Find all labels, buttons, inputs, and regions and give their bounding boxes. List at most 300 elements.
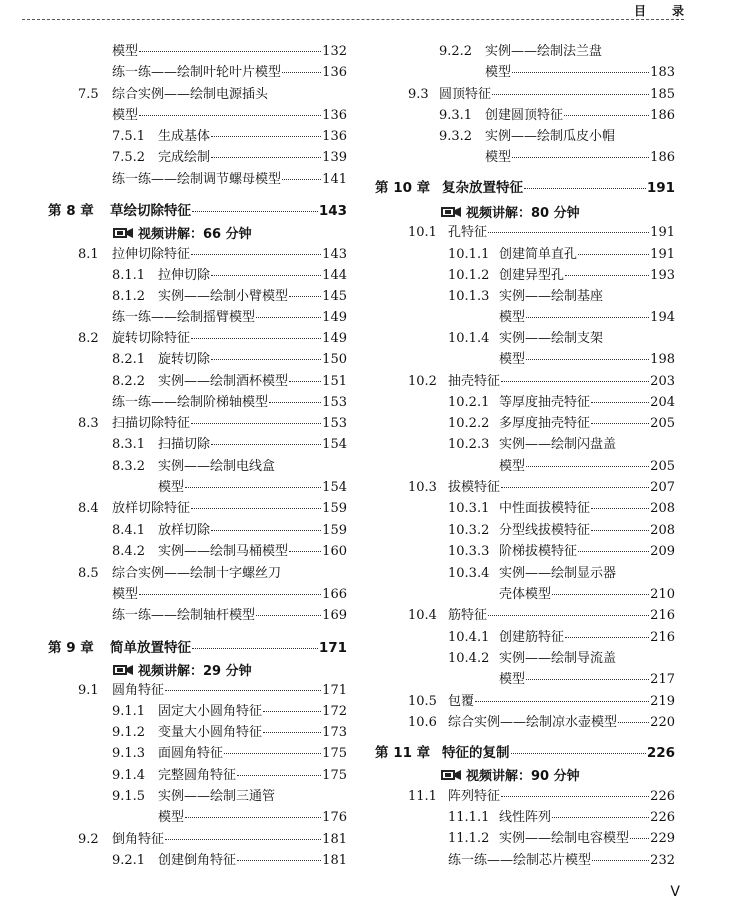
toc-page-number: 159 bbox=[322, 501, 347, 516]
toc-entry-title: 抽壳特征 bbox=[448, 374, 501, 389]
toc-entry-number: 10.4.2 bbox=[448, 651, 490, 666]
toc-entry-number: 10.4.1 bbox=[448, 630, 490, 645]
toc-entry[interactable] bbox=[448, 850, 675, 871]
toc-page-number: 205 bbox=[650, 416, 675, 431]
toc-entry-title: 放样切除特征 bbox=[112, 501, 191, 516]
toc-entry-title: 包覆 bbox=[448, 694, 475, 709]
toc-entry[interactable] bbox=[448, 648, 675, 669]
toc-entry-number: 第 9 章 bbox=[48, 640, 94, 656]
toc-page-number: 160 bbox=[322, 544, 347, 559]
toc-entry[interactable] bbox=[439, 62, 675, 83]
toc-page-number: 191 bbox=[646, 180, 675, 196]
toc-entry-title: 放样切除 bbox=[158, 523, 211, 538]
toc-entry-number: 10.1.4 bbox=[448, 331, 490, 346]
toc-chapter-entry[interactable] bbox=[375, 743, 675, 764]
toc-entry-number: 10.3.2 bbox=[448, 523, 490, 538]
toc-entry-title: 练一练——绘制轴杆模型 bbox=[112, 608, 256, 623]
toc-entry-title: 变量大小圆角特征 bbox=[158, 725, 263, 740]
toc-entry-title: 实例——绘制瓜皮小帽 bbox=[485, 129, 616, 144]
toc-page-number: 183 bbox=[650, 65, 675, 80]
dot-leader bbox=[488, 232, 649, 233]
toc-page-number: 193 bbox=[650, 268, 675, 283]
toc-entry-title: 综合实例——绘制凉水壶模型 bbox=[448, 715, 618, 730]
toc-entry[interactable] bbox=[448, 669, 675, 690]
dot-leader bbox=[237, 775, 321, 776]
toc-entry-title: 创建筋特征 bbox=[499, 630, 565, 645]
page-header bbox=[22, 0, 710, 22]
toc-page-number: 173 bbox=[322, 725, 347, 740]
toc-entry[interactable] bbox=[439, 126, 675, 147]
toc-entry[interactable] bbox=[112, 434, 347, 455]
toc-entry-title: 孔特征 bbox=[448, 225, 488, 240]
toc-entry[interactable] bbox=[408, 691, 675, 712]
toc-page-number: 226 bbox=[650, 789, 675, 804]
toc-page-number: 145 bbox=[322, 289, 347, 304]
toc-entry[interactable] bbox=[112, 169, 347, 190]
toc-page-number: 171 bbox=[318, 640, 347, 656]
toc-entry[interactable] bbox=[112, 701, 347, 722]
toc-entry-title: 实例——绘制电容模型 bbox=[499, 831, 630, 846]
dot-leader bbox=[512, 72, 649, 73]
toc-entry-number: 9.1.4 bbox=[112, 768, 146, 783]
dot-leader bbox=[618, 722, 649, 723]
toc-page-number: 141 bbox=[322, 172, 347, 187]
toc-entry-title: 生成基体 bbox=[158, 129, 211, 144]
toc-entry-title: 综合实例——绘制十字螺丝刀 bbox=[112, 566, 282, 581]
toc-entry-number: 10.3.4 bbox=[448, 566, 490, 581]
toc-entry[interactable] bbox=[448, 456, 675, 477]
toc-entry[interactable] bbox=[78, 498, 347, 519]
dot-leader bbox=[565, 275, 649, 276]
toc-entry-number: 8.5 bbox=[78, 566, 99, 581]
dot-leader bbox=[185, 487, 321, 488]
toc-entry[interactable] bbox=[112, 265, 347, 286]
toc-entry-number: 10.2 bbox=[408, 374, 437, 389]
toc-entry-title: 实例——绘制显示器 bbox=[499, 566, 617, 581]
toc-entry-title: 模型 bbox=[112, 587, 139, 602]
toc-entry-number: 9.1.1 bbox=[112, 704, 146, 719]
dot-leader bbox=[592, 860, 649, 861]
toc-entry[interactable] bbox=[408, 84, 675, 105]
toc-entry-title: 实例——绘制酒杯模型 bbox=[158, 374, 289, 389]
dot-leader bbox=[211, 157, 321, 158]
toc-entry[interactable] bbox=[78, 244, 347, 265]
toc-entry-title: 扫描切除 bbox=[158, 437, 211, 452]
toc-page-number: 186 bbox=[650, 150, 675, 165]
toc-entry[interactable] bbox=[112, 477, 347, 498]
toc-page-number: 154 bbox=[322, 437, 347, 452]
toc-entry[interactable] bbox=[448, 434, 675, 455]
toc-entry-title: 模型 bbox=[485, 65, 512, 80]
toc-entry-title: 创建圆顶特征 bbox=[485, 108, 564, 123]
toc-entry[interactable] bbox=[448, 392, 675, 413]
toc-entry[interactable] bbox=[112, 850, 347, 871]
toc-entry-number: 8.2 bbox=[78, 331, 99, 346]
toc-entry-number: 9.3 bbox=[408, 87, 429, 102]
toc-entry[interactable] bbox=[112, 392, 347, 413]
dot-leader bbox=[591, 402, 649, 403]
toc-entry-title: 模型 bbox=[499, 459, 526, 474]
toc-entry[interactable] bbox=[448, 520, 675, 541]
dot-leader bbox=[289, 381, 321, 382]
toc-page-number: 175 bbox=[322, 768, 347, 783]
dot-leader bbox=[552, 594, 649, 595]
toc-entry[interactable] bbox=[78, 328, 347, 349]
toc-entry-number: 10.1.2 bbox=[448, 268, 490, 283]
toc-entry[interactable] bbox=[448, 584, 675, 605]
dot-leader bbox=[501, 381, 649, 382]
video-lecture-label bbox=[112, 659, 252, 680]
toc-page-number: 210 bbox=[650, 587, 675, 602]
toc-page-number: 139 bbox=[322, 150, 347, 165]
toc-page-number: 226 bbox=[650, 810, 675, 825]
toc-page-number: 194 bbox=[650, 310, 675, 325]
toc-entry[interactable] bbox=[408, 605, 675, 626]
toc-page-number: 220 bbox=[650, 715, 675, 730]
toc-entry[interactable] bbox=[112, 520, 347, 541]
toc-entry-title: 实例——绘制马桶模型 bbox=[158, 544, 289, 559]
toc-entry-number: 9.3.2 bbox=[439, 129, 473, 144]
toc-entry-number: 11.1.1 bbox=[448, 810, 490, 825]
dot-leader bbox=[224, 753, 321, 754]
toc-page-number: 216 bbox=[650, 608, 675, 623]
toc-entry-number: 9.1.3 bbox=[112, 746, 146, 761]
toc-entry[interactable] bbox=[112, 722, 347, 743]
toc-entry-number: 10.1.3 bbox=[448, 289, 490, 304]
toc-entry[interactable] bbox=[112, 584, 347, 605]
video-camera-icon bbox=[440, 205, 462, 219]
toc-page-number: 208 bbox=[650, 523, 675, 538]
dot-leader bbox=[591, 530, 649, 531]
toc-entry[interactable] bbox=[439, 105, 675, 126]
toc-entry-number: 第 11 章 bbox=[375, 745, 431, 761]
toc-entry[interactable] bbox=[112, 371, 347, 392]
video-camera-icon bbox=[440, 768, 462, 782]
toc-entry-number: 9.3.1 bbox=[439, 108, 473, 123]
dot-leader bbox=[591, 423, 649, 424]
header-divider bbox=[22, 19, 684, 20]
toc-entry-title: 实例——绘制小臂模型 bbox=[158, 289, 289, 304]
toc-page-number: 150 bbox=[322, 352, 347, 367]
toc-page-number: 143 bbox=[318, 203, 347, 219]
toc-entry-title: 旋转切除特征 bbox=[112, 331, 191, 346]
video-camera-icon bbox=[112, 663, 134, 677]
toc-entry-title: 完整圆角特征 bbox=[158, 768, 237, 783]
toc-page-number: 149 bbox=[322, 331, 347, 346]
toc-entry-title: 拉伸切除特征 bbox=[112, 247, 191, 262]
toc-entry-title: 练一练——绘制叶轮叶片模型 bbox=[112, 65, 282, 80]
dot-leader bbox=[211, 275, 321, 276]
toc-page-number: 198 bbox=[650, 352, 675, 367]
toc-entry-title: 练一练——绘制调节螺母模型 bbox=[112, 172, 282, 187]
toc-entry-title: 圆顶特征 bbox=[439, 87, 492, 102]
dot-leader bbox=[526, 679, 649, 680]
video-camera-icon bbox=[112, 226, 134, 240]
toc-entry-title: 实例——绘制基座 bbox=[499, 289, 604, 304]
toc-entry-title: 等厚度抽壳特征 bbox=[499, 395, 591, 410]
toc-entry[interactable] bbox=[112, 62, 347, 83]
toc-page-number: 207 bbox=[650, 480, 675, 495]
toc-entry[interactable] bbox=[448, 807, 675, 828]
toc-entry-title: 模型 bbox=[112, 108, 139, 123]
dot-leader bbox=[211, 444, 321, 445]
toc-entry-number: 10.1 bbox=[408, 225, 437, 240]
dot-leader bbox=[211, 136, 321, 137]
toc-entry[interactable] bbox=[112, 786, 347, 807]
toc-entry-title: 复杂放置特征 bbox=[442, 180, 523, 196]
toc-page-number: 169 bbox=[322, 608, 347, 623]
toc-entry[interactable] bbox=[112, 349, 347, 370]
toc-page-number: 136 bbox=[322, 65, 347, 80]
dot-leader bbox=[526, 466, 649, 467]
toc-entry[interactable] bbox=[448, 627, 675, 648]
toc-entry-number: 10.2.3 bbox=[448, 437, 490, 452]
toc-page-number: 181 bbox=[322, 832, 347, 847]
page-number: V bbox=[670, 884, 680, 900]
toc-entry-title: 模型 bbox=[485, 150, 512, 165]
toc-entry[interactable] bbox=[448, 563, 675, 584]
toc-entry-number: 9.2.2 bbox=[439, 44, 473, 59]
dot-leader bbox=[565, 637, 649, 638]
toc-page-number: 166 bbox=[322, 587, 347, 602]
toc-page-number: 204 bbox=[650, 395, 675, 410]
toc-entry-title: 创建简单直孔 bbox=[499, 247, 578, 262]
toc-page-number: 186 bbox=[650, 108, 675, 123]
toc-entry-title: 模型 bbox=[158, 810, 185, 825]
dot-leader bbox=[501, 487, 649, 488]
toc-entry-number: 9.1.5 bbox=[112, 789, 146, 804]
dot-leader bbox=[256, 317, 321, 318]
toc-entry-title: 实例——绘制支架 bbox=[499, 331, 604, 346]
toc-entry[interactable] bbox=[112, 286, 347, 307]
toc-entry-title: 模型 bbox=[499, 352, 526, 367]
dot-leader bbox=[289, 296, 321, 297]
toc-entry[interactable] bbox=[112, 147, 347, 168]
dot-leader bbox=[492, 94, 649, 95]
toc-entry[interactable] bbox=[408, 371, 675, 392]
dot-leader bbox=[578, 551, 649, 552]
toc-entry-number: 8.4.2 bbox=[112, 544, 146, 559]
dot-leader bbox=[512, 157, 649, 158]
video-lecture-text: 视频讲解：29 分钟 bbox=[138, 664, 252, 679]
toc-entry[interactable] bbox=[78, 413, 347, 434]
toc-entry[interactable] bbox=[112, 541, 347, 562]
toc-page-number: 181 bbox=[322, 853, 347, 868]
video-lecture-label bbox=[440, 764, 580, 785]
toc-entry-title: 创建倒角特征 bbox=[158, 853, 237, 868]
toc-entry-number: 8.3.2 bbox=[112, 459, 146, 474]
toc-entry-title: 实例——绘制电线盒 bbox=[158, 459, 276, 474]
dot-leader bbox=[191, 508, 321, 509]
toc-page-number: 191 bbox=[650, 247, 675, 262]
toc-entry[interactable] bbox=[448, 349, 675, 370]
video-lecture-label bbox=[440, 201, 580, 222]
dot-leader bbox=[289, 551, 321, 552]
toc-entry-title: 圆角特征 bbox=[112, 683, 165, 698]
toc-entry-title: 拉伸切除 bbox=[158, 268, 211, 283]
toc-entry[interactable] bbox=[112, 765, 347, 786]
toc-entry[interactable] bbox=[112, 41, 347, 62]
toc-entry[interactable] bbox=[448, 286, 675, 307]
toc-entry[interactable] bbox=[448, 307, 675, 328]
dot-leader bbox=[630, 838, 649, 839]
toc-entry[interactable] bbox=[78, 829, 347, 850]
toc-entry-title: 筋特征 bbox=[448, 608, 488, 623]
toc-entry-title: 倒角特征 bbox=[112, 832, 165, 847]
toc-page-number: 171 bbox=[322, 683, 347, 698]
toc-page-number: 132 bbox=[322, 44, 347, 59]
toc-page-number: 143 bbox=[322, 247, 347, 262]
toc-entry-title: 实例——绘制三通管 bbox=[158, 789, 276, 804]
toc-entry[interactable] bbox=[112, 105, 347, 126]
toc-entry-title: 模型 bbox=[112, 44, 139, 59]
toc-chapter-entry[interactable] bbox=[375, 178, 675, 199]
toc-entry[interactable] bbox=[112, 807, 347, 828]
dot-leader bbox=[139, 115, 321, 116]
toc-entry[interactable] bbox=[448, 328, 675, 349]
toc-page-number: 175 bbox=[322, 746, 347, 761]
toc-entry-number: 10.5 bbox=[408, 694, 437, 709]
toc-entry-title: 模型 bbox=[158, 480, 185, 495]
toc-page-number: 172 bbox=[322, 704, 347, 719]
toc-entry-number: 9.2.1 bbox=[112, 853, 146, 868]
toc-entry[interactable] bbox=[408, 222, 675, 243]
toc-page-number: 229 bbox=[650, 831, 675, 846]
toc-entry-number: 10.4 bbox=[408, 608, 437, 623]
toc-page-number: 176 bbox=[322, 810, 347, 825]
toc-entry-number: 10.3.1 bbox=[448, 501, 490, 516]
toc-entry[interactable] bbox=[439, 41, 675, 62]
dot-leader bbox=[526, 317, 649, 318]
dot-leader bbox=[578, 254, 649, 255]
toc-entry-number: 10.3.3 bbox=[448, 544, 490, 559]
toc-page-number: 203 bbox=[650, 374, 675, 389]
toc-entry-title: 特征的复制 bbox=[442, 745, 510, 761]
toc-entry[interactable] bbox=[408, 712, 675, 733]
dot-leader bbox=[237, 860, 321, 861]
toc-entry[interactable] bbox=[78, 84, 347, 105]
toc-entry-number: 第 8 章 bbox=[48, 203, 94, 219]
toc-entry-number: 10.6 bbox=[408, 715, 437, 730]
toc-entry-title: 阵列特征 bbox=[448, 789, 501, 804]
dot-leader bbox=[526, 359, 649, 360]
toc-entry-title: 扫描切除特征 bbox=[112, 416, 191, 431]
toc-entry[interactable] bbox=[448, 541, 675, 562]
toc-page-number: 154 bbox=[322, 480, 347, 495]
dot-leader bbox=[165, 839, 321, 840]
dot-leader bbox=[165, 690, 321, 691]
toc-entry-title: 练一练——绘制摇臂模型 bbox=[112, 310, 256, 325]
video-lecture-text: 视频讲解：90 分钟 bbox=[466, 769, 580, 784]
dot-leader bbox=[191, 338, 321, 339]
toc-entry-number: 8.3.1 bbox=[112, 437, 146, 452]
toc-entry-title: 实例——绘制导流盖 bbox=[499, 651, 617, 666]
dot-leader bbox=[269, 402, 321, 403]
video-lecture-label bbox=[112, 222, 252, 243]
toc-entry-title: 草绘切除特征 bbox=[110, 203, 191, 219]
dot-leader bbox=[211, 359, 321, 360]
toc-entry-title: 综合实例——绘制电源插头 bbox=[112, 87, 269, 102]
toc-page-number: 208 bbox=[650, 501, 675, 516]
toc-entry-number: 9.1 bbox=[78, 683, 99, 698]
toc-entry-number: 8.4.1 bbox=[112, 523, 146, 538]
dot-leader bbox=[191, 423, 321, 424]
toc-page-number: 216 bbox=[650, 630, 675, 645]
toc-entry-title: 练一练——绘制阶梯轴模型 bbox=[112, 395, 269, 410]
dot-leader bbox=[524, 188, 646, 189]
toc-entry[interactable] bbox=[78, 563, 347, 584]
toc-page-number: 149 bbox=[322, 310, 347, 325]
toc-entry-title: 旋转切除 bbox=[158, 352, 211, 367]
toc-entry[interactable] bbox=[112, 743, 347, 764]
toc-entry-title: 多厚度抽壳特征 bbox=[499, 416, 591, 431]
toc-chapter-entry[interactable] bbox=[48, 638, 347, 659]
toc-entry-title: 阶梯拔模特征 bbox=[499, 544, 578, 559]
toc-page-number: 153 bbox=[322, 416, 347, 431]
toc-entry[interactable] bbox=[439, 147, 675, 168]
dot-leader bbox=[552, 817, 649, 818]
toc-entry[interactable] bbox=[112, 307, 347, 328]
toc-entry[interactable] bbox=[448, 265, 675, 286]
toc-entry-number: 7.5.2 bbox=[112, 150, 146, 165]
toc-entry-title: 分型线拔模特征 bbox=[499, 523, 591, 538]
dot-leader bbox=[564, 115, 649, 116]
toc-entry-title: 完成绘制 bbox=[158, 150, 211, 165]
toc-entry[interactable] bbox=[448, 244, 675, 265]
dot-leader bbox=[192, 211, 318, 212]
toc-entry-title: 线性阵列 bbox=[499, 810, 552, 825]
toc-entry-number: 8.2.2 bbox=[112, 374, 146, 389]
toc-entry[interactable] bbox=[408, 786, 675, 807]
toc-entry-title: 壳体模型 bbox=[499, 587, 552, 602]
toc-entry-number: 11.1.2 bbox=[448, 831, 490, 846]
dot-leader bbox=[256, 615, 321, 616]
toc-entry-number: 9.2 bbox=[78, 832, 99, 847]
dot-leader bbox=[511, 753, 646, 754]
dot-leader bbox=[211, 530, 321, 531]
toc-entry[interactable] bbox=[112, 605, 347, 626]
toc-entry[interactable] bbox=[408, 477, 675, 498]
toc-page-number: 217 bbox=[650, 672, 675, 687]
toc-entry-number: 10.2.1 bbox=[448, 395, 490, 410]
toc-entry-number: 7.5 bbox=[78, 87, 99, 102]
toc-entry-number: 7.5.1 bbox=[112, 129, 146, 144]
dot-leader bbox=[591, 508, 649, 509]
toc-entry[interactable] bbox=[78, 680, 347, 701]
toc-entry[interactable] bbox=[448, 828, 675, 849]
dot-leader bbox=[139, 51, 321, 52]
toc-entry-title: 拔模特征 bbox=[448, 480, 501, 495]
toc-entry-number: 8.3 bbox=[78, 416, 99, 431]
toc-page-number: 151 bbox=[322, 374, 347, 389]
video-lecture-text: 视频讲解：80 分钟 bbox=[466, 206, 580, 221]
toc-entry-number: 8.1.2 bbox=[112, 289, 146, 304]
toc-entry[interactable] bbox=[112, 126, 347, 147]
dot-leader bbox=[191, 254, 321, 255]
toc-entry-number: 8.1 bbox=[78, 247, 99, 262]
dot-leader bbox=[263, 732, 321, 733]
toc-entry-title: 模型 bbox=[499, 310, 526, 325]
dot-leader bbox=[192, 648, 318, 649]
toc-entry-title: 模型 bbox=[499, 672, 526, 687]
dot-leader bbox=[263, 711, 321, 712]
toc-entry[interactable] bbox=[448, 413, 675, 434]
dot-leader bbox=[501, 796, 649, 797]
toc-chapter-entry[interactable] bbox=[48, 201, 347, 222]
toc-page-number: 136 bbox=[322, 108, 347, 123]
toc-entry[interactable] bbox=[448, 498, 675, 519]
toc-entry[interactable] bbox=[112, 456, 347, 477]
